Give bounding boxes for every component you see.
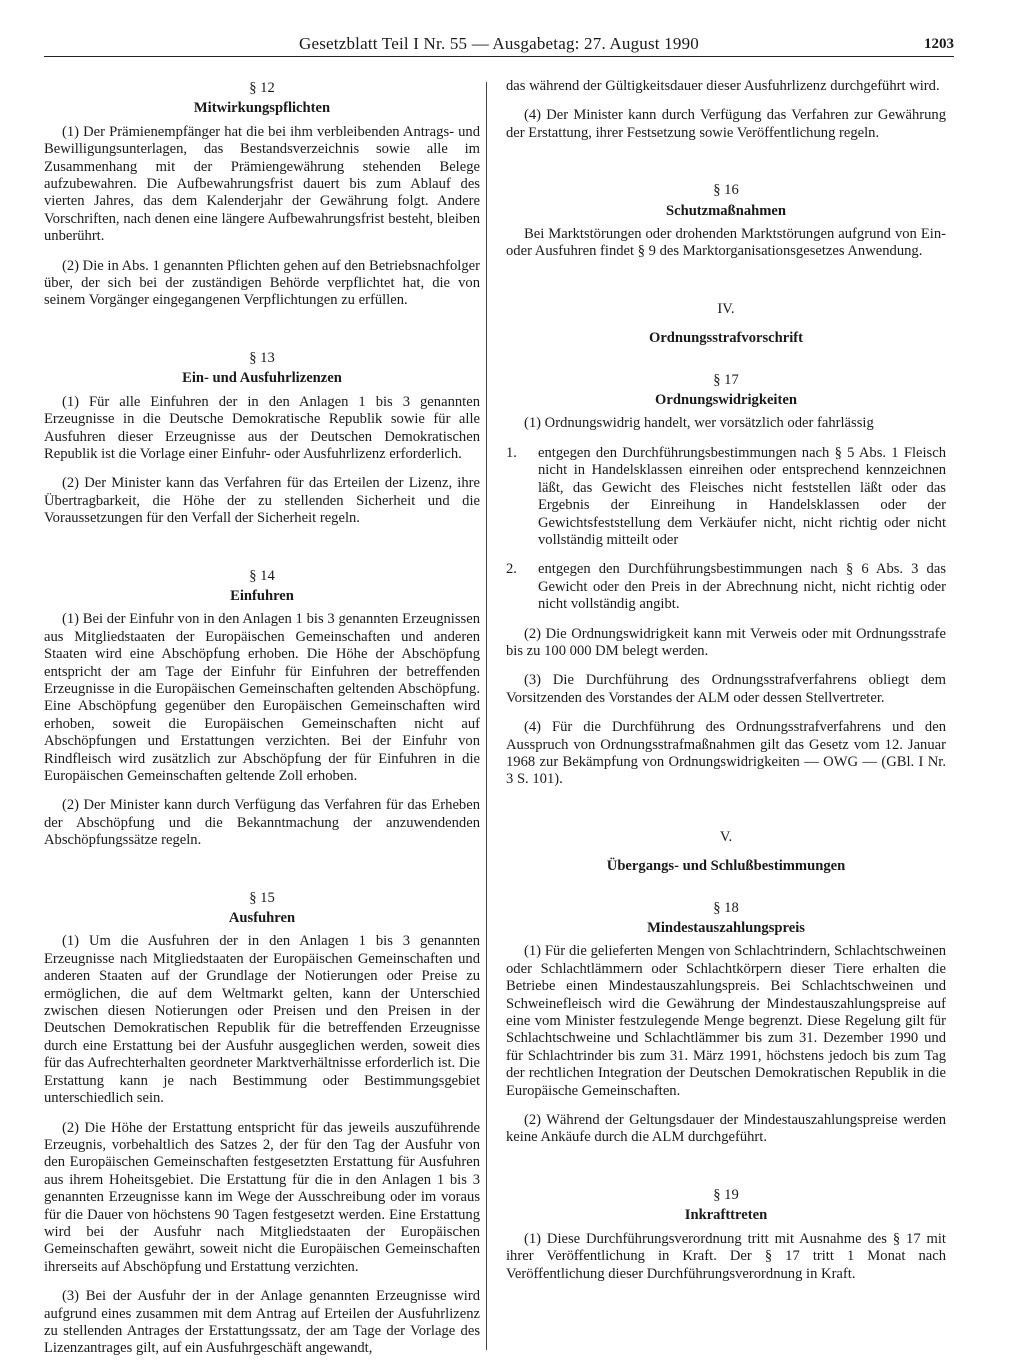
left-column (44, 80, 480, 1370)
section-15-number: § 15 (249, 889, 275, 906)
section-14-title: Einfuhren (230, 587, 294, 604)
section-19-title: Inkrafttreten (684, 1207, 768, 1224)
part-4-title: Ordnungsstrafvorschrift (648, 330, 804, 347)
section-16-title: Schutzmaßnahmen (665, 202, 786, 219)
section-15-continuation: das während der Gültigkeitsdauer dieser Ausfuhrlizenz durchgeführt wird. (506, 78, 940, 94)
section-17-paragraph-4: (4) Für die Durchführung des Ordnungsstrafverfahrens und den Ausspruch von Ordnungsstrafmaßnahmen gilt das Gesetz vom 12. Januar 1968 zur Bekämpfung von Ordnungswidrigkeiten — OWG — (GBl. I Nr. 3 S. 101). (506, 719, 946, 788)
right-column (506, 78, 946, 1295)
list-item-2-text: entgegen den Durchführungsbestimmungen nach § 6 Abs. 3 das Gewicht oder den Preis in der Abrechnung nicht, nicht richtig oder nicht vollständig angibt. (538, 561, 946, 613)
section-13-paragraph-2: (2) Der Minister kann das Verfahren für das Erteilen der Lizenz, ihre Übertragbarkeit, die Höhe der zu stellenden Sicherheit und die Voraussetzungen für den Verfall der Sicherheit regeln. (44, 475, 480, 527)
section-17-list-item-2 (506, 561, 946, 613)
section-15-paragraph-3: (3) Bei der Ausfuhr der in der Anlage genannten Erzeugnisse wird aufgrund eines zusammen mit dem Antrag auf Erteilen der Ausfuhrlizenz zu stellenden Antrages der Erstattungssatz, der am Tage der Vorlage des Lizenzantrages gilt, auf ein Ausfuhrgeschäft angewandt, (44, 1288, 480, 1357)
section-18-paragraph-1: (1) Für die gelieferten Mengen von Schlachtrindern, Schlachtschweinen oder Schlachtlämmern oder Schlachtkörpern dieser Tiere erhalten die Betriebe einen Mindestauszahlungspreis. Bei Schlachtschweinen und Schweinefleisch wird die Gewährung der Mindestauszahlungspreise auf eine vom Minister festzulegende Menge begrenzt. Diese Regelung gilt für Schlachtschweine und Schlachtlämmer bis zum 31. Dezember 1990 und für Schlachtrinder bis zum 31. März 1991, höchstens jedoch bis zum Tag der rechtlichen Integration der Deutschen Demokratischen Republik in die Europäische Gemeinschaften. (506, 943, 946, 1099)
section-12-number: § 12 (249, 80, 275, 96)
section-17-paragraph-3: (3) Die Durchführung des Ordnungsstrafverfahrens obliegt dem Vorsitzenden des Vorstandes der ALM oder dessen Stellvertreter. (506, 672, 946, 706)
section-12-title: Mitwirkungspflichten (193, 100, 331, 117)
section-17-list-item-1 (506, 445, 946, 549)
section-12-paragraph-1: (1) Der Prämienempfänger hat die bei ihm verbleibenden Antrags- und Bewilligungsunterlagen, das Bestandsverzeichnis sowie alle im Zusammenhang mit der Prämiengewährung stehenden Belege aufzubewahren. Die Aufbewahrungsfrist dauert bis zum Ablauf des vierten Jahres, das dem Kalenderjahr der Gewährung folgt. Andere Vorschriften, nach denen eine längere Aufbewahrungsfrist besteht, bleiben unberührt. (44, 123, 480, 245)
section-13-title: Ein- und Ausfuhrlizenzen (182, 370, 342, 387)
section-15-title: Ausfuhren (228, 910, 296, 927)
part-4-number: IV. (717, 300, 735, 317)
page-header (44, 34, 954, 56)
header-rule (44, 56, 954, 57)
section-17-paragraph-1: (1) Ordnungswidrig handelt, wer vorsätzlich oder fahrlässig (524, 415, 874, 432)
section-14-paragraph-1: (1) Bei der Einfuhr von in den Anlagen 1 bis 3 genannten Erzeugnissen aus Mitgliedstaaten der Europäischen Gemeinschaften und anderen Staaten wird eine Abschöpfung erhoben. Die Höhe der Abschöpfung entspricht der am Tage der Einfuhr für Einfuhren der betreffenden Erzeugnisse in die Europäischen Gemeinschaften geltenden Abschöpfung. Eine Abschöpfung gegenüber den Europäischen Gemeinschaften wird erhoben, soweit die Europäischen Gemeinschaften nicht auf Abschöpfungen und Erstattungen verzichten. Bei der Einfuhr von Rindfleisch wird zusätzlich zur Abschöpfung der für Einfuhren in die Europäischen Gemeinschaften geltende Zoll erhoben. (44, 611, 480, 784)
list-item-1-number: 1. (506, 444, 517, 461)
section-15-paragraph-2: (2) Die Höhe der Erstattung entspricht für das jeweils auszuführende Erzeugnis, vorbehaltlich des Satzes 2, der für den Tag der Ausfuhr von den Europäischen Gemeinschaften festgesetzten Erstattung für Ausfuhren aus ihrem Hoheitsgebiet. Die Erstattung für die in den Anlagen 1 bis 3 genannten Erzeugnisse kann im Wege der Ausschreibung oder im voraus für die Dauer von höchstens 90 Tagen festgesetzt werden. Eine Erstattung wird bei der Ausfuhr nach Mitgliedstaaten der Europäischen Gemeinschaften gewährt, soweit nicht die Europäischen Gemeinschaften ihrerseits auf Abschöpfung und Erstattung verzichten. (44, 1119, 480, 1275)
section-17-number: § 17 (713, 371, 739, 388)
section-14-number: § 14 (249, 567, 275, 584)
part-5-title: Übergangs- und Schlußbestimmungen (606, 858, 846, 875)
section-17-title: Ordnungswidrigkeiten (655, 392, 797, 409)
section-14-paragraph-2: (2) Der Minister kann durch Verfügung das Verfahren für das Erheben der Abschöpfung und die Bekanntmachung der anzuwendenden Abschöpfungssätze regeln. (44, 797, 480, 849)
section-15-paragraph-1: (1) Um die Ausfuhren der in den Anlagen 1 bis 3 genannten Erzeugnisse nach Mitgliedstaaten der Europäischen Gemeinschaften und anderen Staaten auf der Grundlage der Notierungen oder Preise zu ermöglichen, die auf dem Weltmarkt gelten, kann der Unterschied zwischen diesen Notierungen oder Preisen und den Preisen in der Deutschen Demokratischen Republik für die betreffenden Erzeugnisse durch eine Erstattung bei der Ausfuhr ausgeglichen werden, soweit dies für das Aufrechterhalten geordneter Marktverhältnisse erforderlich ist. Die Erstattung kann je nach Bestimmung oder Bestimmungsgebiet unterschiedlich sein. (44, 933, 480, 1107)
section-13-number: § 13 (249, 349, 275, 366)
page-number: 1203 (924, 36, 954, 52)
column-divider (486, 82, 487, 1350)
section-15-paragraph-4: (4) Der Minister kann durch Verfügung das Verfahren zur Gewährung der Erstattung, ihrer Festsetzung sowie Veröffentlichung regeln. (506, 107, 946, 141)
part-5-number: V. (719, 828, 733, 845)
section-16-paragraph-1: Bei Marktstörungen oder drohenden Marktstörungen aufgrund von Ein- oder Ausfuhren findet § 9 des Marktorganisationsgesetzes Anwendung. (506, 226, 946, 260)
section-13-paragraph-1: (1) Für alle Einfuhren der in den Anlagen 1 bis 3 genannten Erzeugnisse in die Deutsche Demokratische Republik sowie für alle Ausfuhren dieser Erzeugnisse aus der Deutschen Demokratischen Republik ist die Vorlage einer Einfuhr- oder Ausfuhrlizenz erforderlich. (44, 393, 480, 462)
section-19-number: § 19 (713, 1186, 739, 1203)
section-18-number: § 18 (713, 899, 739, 916)
section-16-number: § 16 (713, 182, 739, 199)
section-17-paragraph-2: (2) Die Ordnungswidrigkeit kann mit Verweis oder mit Ordnungsstrafe bis zu 100 000 DM belegt werden. (506, 625, 946, 659)
list-item-2-number: 2. (506, 561, 517, 578)
list-item-1-text: entgegen den Durchführungsbestimmungen nach § 5 Abs. 1 Fleisch nicht in Handelsklassen einreihen oder entsprechend kennzeichnen läßt, das Gewicht des Fleisches nicht feststellen läßt oder das Ergebnis der Einreihung in Handelsklassen oder der Gewichtsfeststellung dem Verkäufer nicht, nicht richtig oder nicht vollständig mitteilt oder (538, 444, 946, 548)
section-18-paragraph-2: (2) Während der Geltungsdauer der Mindestauszahlungspreise werden keine Ankäufe durch die ALM durchgeführt. (506, 1112, 946, 1146)
section-18-title: Mindestauszahlungspreis (647, 920, 805, 936)
header-title: Gesetzblatt Teil I Nr. 55 — Ausgabetag: 27. August 1990 (299, 34, 699, 53)
section-12-paragraph-2: (2) Die in Abs. 1 genannten Pflichten gehen auf den Betriebsnachfolger über, der sich bei der zuständigen Behörde verpflichtet hat, die von seinem Vorgänger eingegangenen Verpflichtungen zu erfüllen. (44, 257, 480, 309)
section-19-paragraph-1: (1) Diese Durchführungsverordnung tritt mit Ausnahme des § 17 mit ihrer Veröffentlichung in Kraft. Der § 17 tritt 1 Monat nach Veröffentlichung dieser Durchführungsverordnung in Kraft. (506, 1230, 946, 1282)
